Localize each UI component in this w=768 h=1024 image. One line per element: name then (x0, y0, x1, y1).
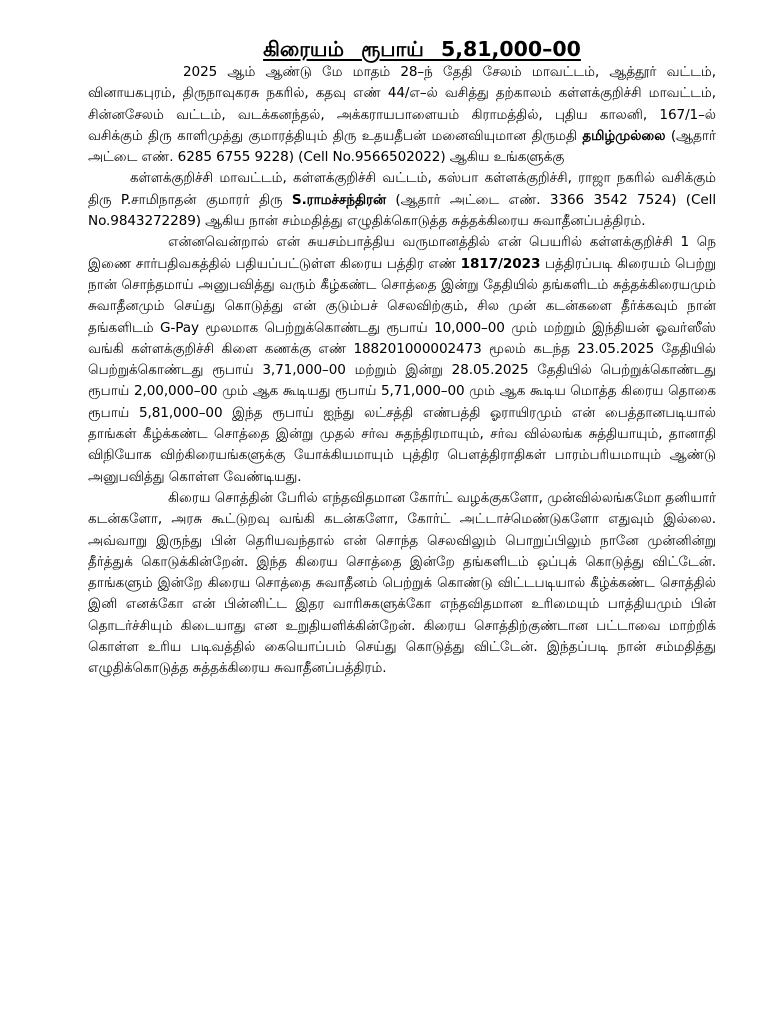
page-title: கிரையம் ரூபாய் 5,81,000–00 (263, 37, 581, 61)
paragraph-text: 2025 ஆம் ஆண்டு மே மாதம் 28–ந் தேதி சேலம் மாவட்டம், ஆத்தூர் வட்டம், வினாயகபுரம், திருநாவுகரசு நகரில், கதவு எண் 44/எ–ல் வசித்து தற்காலம் கள்ளக்குறிச்சி மாவட்டம், சின்னசேலம் வட்டம், வடக்கனந்தல், அக்கராயபாளையம் கிராமத்தில், புதிய காலனி, 167/1–ல் வசிக்கும் திரு காளிமுத்து குமாரத்தியும் திரு உதயதீபன் மனைவியுமான திருமதி (88, 64, 716, 144)
paragraph-seller-details (88, 168, 716, 232)
paragraph-text: (ஆதார் அட்டை எண். 6285 6755 9228) (Cell No.9566502022) ஆகிய உங்களுக்கு (88, 127, 717, 166)
deed-number: 1817/2023 (460, 255, 541, 272)
seller-name: S.ராமச்சந்திரன் (291, 191, 387, 208)
paragraph-encumbrance-declaration (88, 488, 716, 680)
buyer-name: தமிழ்முல்லை (582, 127, 666, 144)
paragraph-text: (ஆதார் அட்டை எண். 3366 3542 7524) (Cell No.9843272289) ஆகிய நான் சம்மதித்து எழுதிக்கொடுத்த சுத்தக்கிரைய சுவாதீனப்பத்திரம். (88, 191, 717, 230)
paragraph-text: என்னவென்றால் என் சுயசம்பாத்திய வருமானத்தில் என் பெயரில் கள்ளக்குறிச்சி 1 நெ இணை சார்பதிவகத்தில் பதியப்பட்டுள்ள கிரைய பத்திர எண் (88, 234, 716, 272)
paragraph-sale-terms (88, 232, 716, 488)
paragraph-text: பத்திரப்படி கிரையம் பெற்று நான் சொந்தமாய் அனுபவித்து வரும் கீழ்கண்ட சொத்தை இன்று தேதியில் தங்களிடம் சுத்தக்கிரையமும் சுவாதீனமும் செய்து கொடுத்து என் குடும்பச் செலவிற்கும், சில முன் கடன்களை தீர்க்கவும் நான் தங்களிடம் G-Pay மூலமாக பெற்றுக்கொண்டது ரூபாய் 10,000–00 மும் மற்றும் இந்தியன் ஓவர்ஸீஸ் வங்கி கள்ளக்குறிச்சி கிளை கணக்கு எண் 188201000002473 மூலம் கடந்த 23.05.2025 தேதியில் பெற்றுக்கொண்டது ரூபாய் 3,71,000–00 மற்றும் இன்று 28.05.2025 தேதியில் பெற்றுக்கொண்டது ரூபாய் 2,00,000–00 மும் ஆக கூடியது ரூபாய் 5,71,000–00 மும் ஆக கூடிய மொத்த கிரைய தொகை ரூபாய் 5,81,000–00 இந்த ரூபாய் ஐந்து லட்சத்தி எண்பத்தி ஓராயிரமும் என் பைத்தானபடியால் தாங்கள் கீழ்க்கண்ட சொத்தை இன்று முதல் சர்வ சுதந்திரமாயும், சர்வ வில்லங்க சுத்தியாயும், தானாதி விநியோக விற்கிரையங்களுக்கு யோக்கியமாயும் புத்திர பௌத்திராதிகள் பாரம்பரியமாயும் ஆண்டு அனுபவித்து கொள்ள வேண்டியது. (88, 255, 716, 485)
paragraph-buyer-details (88, 62, 716, 168)
paragraph-text: கிரைய சொத்தின் பேரில் எந்தவிதமான கோர்ட் வழக்குகளோ, முன்வில்லங்கமோ தனியார் கடன்களோ, அரசு கூட்டுறவு வங்கி கடன்களோ, கோர்ட் அட்டாச்மெண்டுகளோ எதுவும் இல்லை. அவ்வாறு இருந்து பின் தெரியவந்தால் என் சொந்த செலவிலும் பொறுப்பிலும் நானே முன்னின்று தீர்த்துக் கொடுக்கின்றேன். இந்த கிரைய சொத்தை இன்றே தங்களிடம் ஒப்புக் கொடுத்து விட்டேன். தாங்களும் இன்றே கிரைய சொத்தை சுவாதீனம் பெற்றுக் கொண்டு விட்டபடியால் கீழ்க்கண்ட சொத்தில் இனி எனக்கோ என் பின்னிட்ட இதர வாரிசுகளுக்கோ எந்தவிதமான உரிமையும் பாத்தியமும் பின் தொடர்ச்சியும் கிடையாது என உறுதியளிக்கின்றேன். கிரைய சொத்திற்குண்டான பட்டாவை மாற்றிக் கொள்ள உரிய படிவத்தில் கையொப்பம் செய்து கொடுத்து விட்டேன். இந்தப்படி நான் சம்மதித்து எழுதிக்கொடுத்த சுத்தக்கிரைய சுவாதீனப்பத்திரம். (88, 489, 716, 677)
paragraph-text: கள்ளக்குறிச்சி மாவட்டம், கள்ளக்குறிச்சி வட்டம், கஸ்பா கள்ளக்குறிச்சி, ராஜா நகரில் வசிக்கும் திரு P.சாமிநாதன் குமாரர் திரு (88, 170, 716, 208)
